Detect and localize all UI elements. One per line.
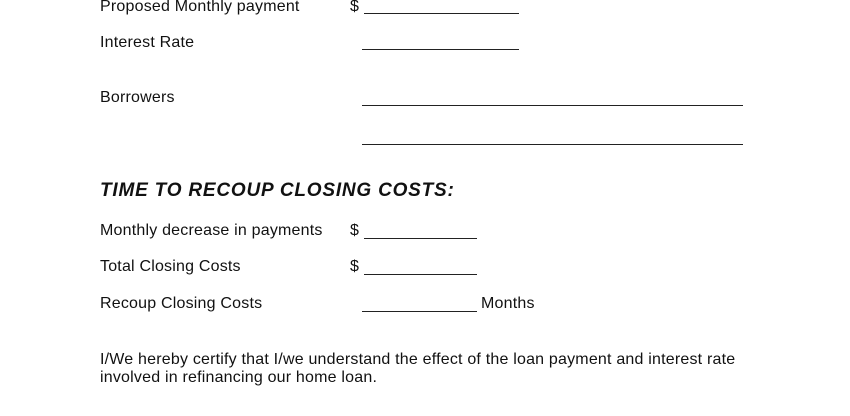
borrower-1-field[interactable] bbox=[362, 105, 743, 106]
proposed-monthly-payment-label: Proposed Monthly payment bbox=[100, 0, 300, 15]
recoup-closing-costs-label: Recoup Closing Costs bbox=[100, 295, 263, 312]
borrower-2-field[interactable] bbox=[362, 144, 743, 145]
total-closing-costs-label: Total Closing Costs bbox=[100, 258, 241, 275]
certification-line-2: involved in refinancing our home loan. bbox=[100, 369, 378, 386]
borrowers-label: Borrowers bbox=[100, 89, 175, 106]
monthly-decrease-currency: $ bbox=[350, 222, 360, 239]
monthly-decrease-label: Monthly decrease in payments bbox=[100, 222, 323, 239]
total-closing-costs-field[interactable] bbox=[364, 274, 477, 275]
proposed-payment-field[interactable] bbox=[364, 13, 519, 14]
interest-rate-field[interactable] bbox=[362, 49, 519, 50]
recoup-section-heading: TIME TO RECOUP CLOSING COSTS: bbox=[100, 180, 455, 201]
months-unit-label: Months bbox=[481, 295, 535, 312]
recoup-months-field[interactable] bbox=[362, 311, 477, 312]
interest-rate-label: Interest Rate bbox=[100, 34, 195, 51]
certification-line-1: I/We hereby certify that I/we understand the effect of the loan payment and interest rate bbox=[100, 351, 736, 368]
total-closing-currency: $ bbox=[350, 258, 360, 275]
monthly-decrease-field[interactable] bbox=[364, 238, 477, 239]
proposed-payment-currency: $ bbox=[350, 0, 360, 15]
